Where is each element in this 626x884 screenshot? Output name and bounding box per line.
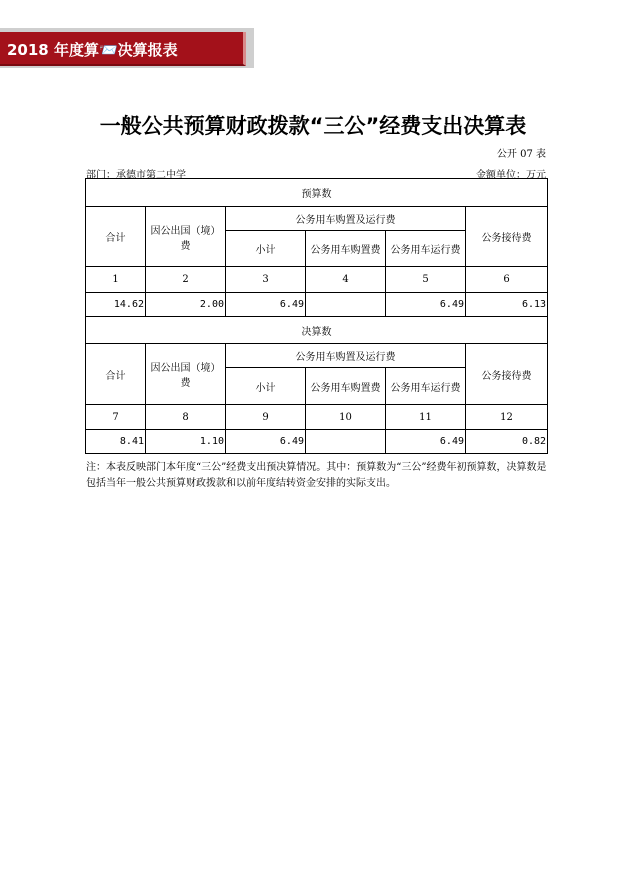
- index-cell: 7: [86, 405, 146, 430]
- value-cell: 6.49: [226, 293, 306, 317]
- index-cell: 6: [466, 267, 548, 293]
- index-cell: 9: [226, 405, 306, 430]
- budget-header-vehicle-group: 公务用车购置及运行费: [226, 207, 466, 231]
- value-cell: [306, 293, 386, 317]
- final-values-row: [86, 430, 548, 454]
- value-cell: 2.00: [146, 293, 226, 317]
- final-header-vehicle-group: 公务用车购置及运行费: [226, 344, 466, 368]
- amount-unit-label: 金额单位：万元: [476, 170, 546, 181]
- value-cell: 6.49: [386, 293, 466, 317]
- value-cell: 6.13: [466, 293, 548, 317]
- index-cell: 12: [466, 405, 548, 430]
- budget-header-reception: 公务接待费: [466, 207, 548, 267]
- value-cell: 14.62: [86, 293, 146, 317]
- banner-title: 2018 年度算📨决算报表: [7, 41, 178, 59]
- footnote: 注：本表反映部门本年度“三公”经费支出预决算情况。其中：预算数为“三公”经费年初预算数，决算数是包括当年一般公共预算财政拨款和以前年度结转资金安排的实际支出。: [86, 462, 547, 489]
- index-cell: 5: [386, 267, 466, 293]
- value-cell: 0.82: [466, 430, 548, 454]
- budget-values-row: [86, 293, 548, 317]
- value-cell: 8.41: [86, 430, 146, 454]
- final-header-subtotal: 小计: [226, 368, 306, 405]
- budget-section-heading: 预算数: [86, 179, 548, 207]
- budget-header-purchase: 公务用车购置费: [306, 231, 386, 267]
- index-cell: 10: [306, 405, 386, 430]
- three-public-expenses-table: [85, 178, 548, 454]
- index-cell: 1: [86, 267, 146, 293]
- final-header-total: 合计: [86, 344, 146, 405]
- final-header-reception: 公务接待费: [466, 344, 548, 405]
- index-cell: 2: [146, 267, 226, 293]
- value-cell: 1.10: [146, 430, 226, 454]
- report-banner: [0, 32, 246, 66]
- final-header-purchase: 公务用车购置费: [306, 368, 386, 405]
- index-cell: 4: [306, 267, 386, 293]
- budget-header-abroad: 因公出国（境）费: [146, 207, 226, 267]
- form-number: 公开 07 表: [496, 149, 546, 160]
- department-label: 部门：承德市第二中学: [86, 170, 186, 181]
- final-header-abroad: 因公出国（境）费: [146, 344, 226, 405]
- budget-header-total: 合计: [86, 207, 146, 267]
- budget-index-row: [86, 267, 548, 293]
- final-index-row: [86, 405, 548, 430]
- index-cell: 8: [146, 405, 226, 430]
- page-title: 一般公共预算财政拨款“三公”经费支出决算表: [99, 114, 527, 138]
- value-cell: 6.49: [386, 430, 466, 454]
- value-cell: [306, 430, 386, 454]
- final-section-heading: 决算数: [86, 317, 548, 344]
- final-header-operation: 公务用车运行费: [386, 368, 466, 405]
- budget-header-subtotal: 小计: [226, 231, 306, 267]
- index-cell: 3: [226, 267, 306, 293]
- index-cell: 11: [386, 405, 466, 430]
- value-cell: 6.49: [226, 430, 306, 454]
- budget-header-operation: 公务用车运行费: [386, 231, 466, 267]
